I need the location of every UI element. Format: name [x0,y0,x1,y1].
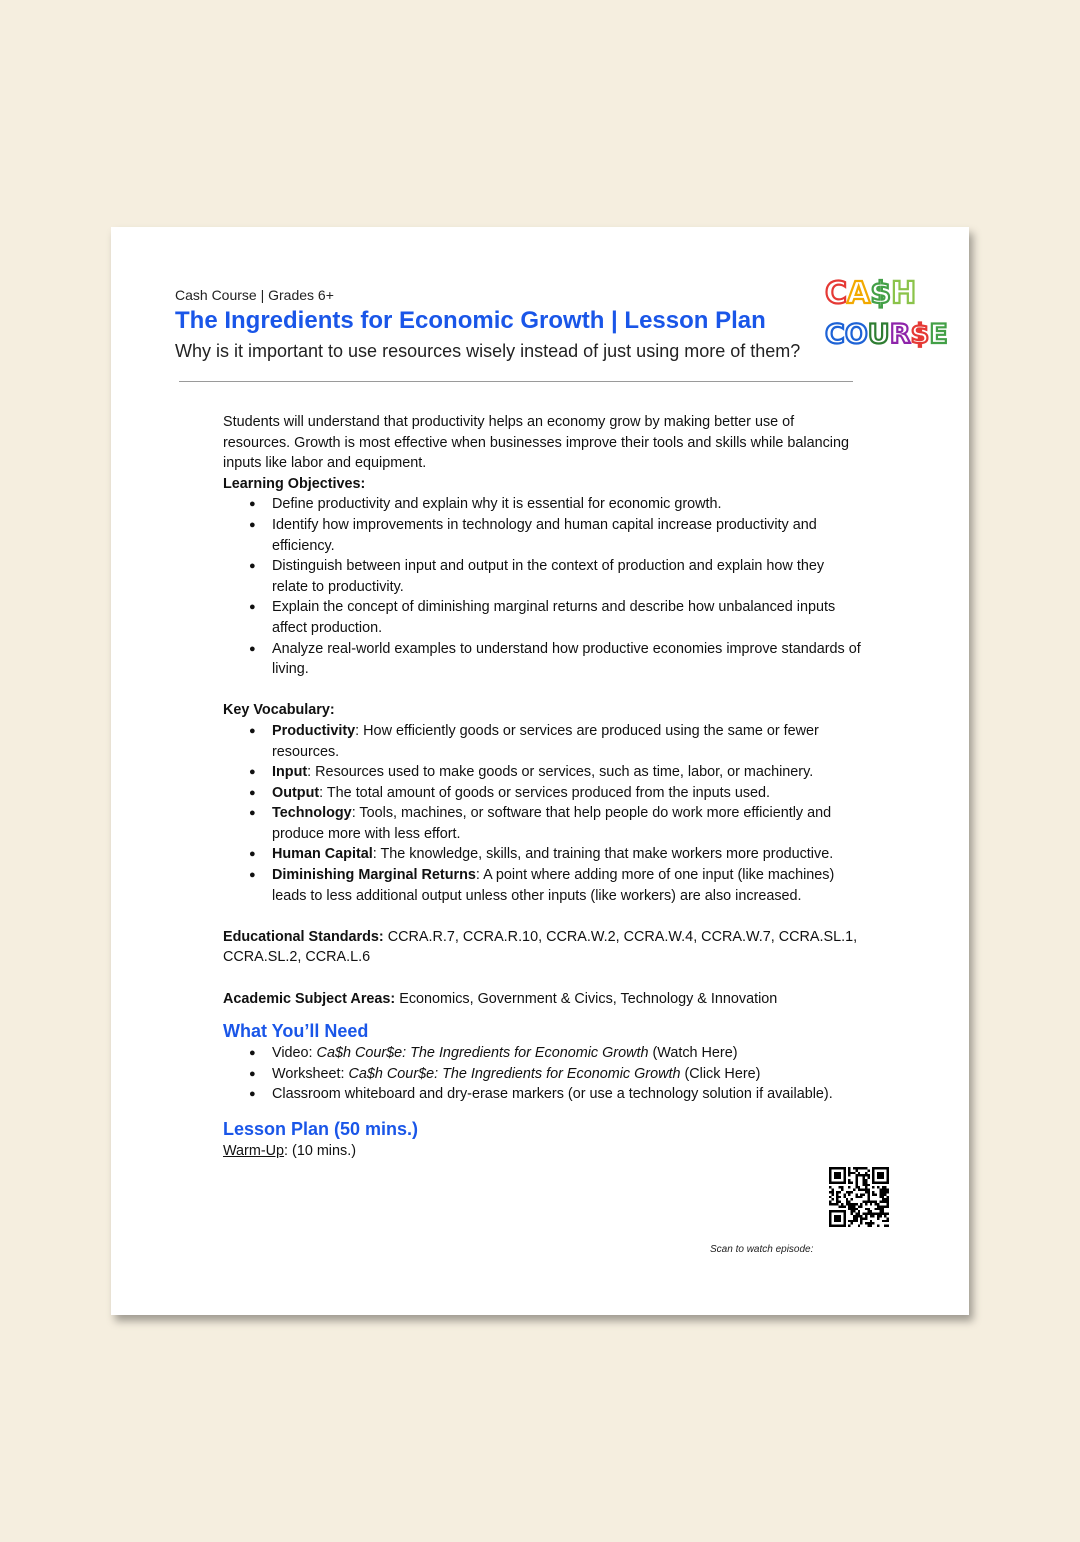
list-item: ● Define productivity and explain why it is essential for economic growth. [272,494,863,515]
academic-subject-areas [223,989,863,1010]
vocab-term: Output [272,784,320,801]
vocab-item [272,783,863,804]
vocab-definition: : Resources used to make goods or services, such as time, labor, or machinery. [307,764,814,781]
vocab-definition: : The total amount of goods or services produced from the inputs used. [319,784,771,801]
vocab-definition: : How efficiently goods or services are produced using the same or fewer resources. [272,722,819,760]
essential-question: Why is it important to use resources wisely instead of just using more of them? [175,341,801,361]
logo-letter: $ [910,319,930,350]
click-here-link[interactable]: (Click Here) [680,1065,761,1082]
key-vocabulary-heading: Key Vocabulary: [223,702,335,719]
learning-objectives-heading: Learning Objectives: [223,475,366,492]
worksheet-prefix: Worksheet: [272,1065,349,1082]
spacer [223,906,863,927]
list-item [272,1064,863,1085]
vocab-term: Productivity [272,722,356,739]
vocab-definition: : Tools, machines, or software that help people do work more efficiently and produce more with less effort. [272,805,832,842]
standards-value: CCRA.R.7, CCRA.R.10, CCRA.W.2, CCRA.W.4, CCRA.W.7, CCRA.SL.1, CCRA.SL.2, CCRA.L.6 [223,928,858,966]
logo-letter: A [847,276,871,311]
vocab-term: Technology [272,805,352,822]
logo-letter: C [825,319,845,350]
lesson-content [223,412,863,1162]
document-page [111,227,969,1315]
list-item [272,1043,863,1064]
course-grade-label: Cash Course | Grades 6+ [175,287,334,303]
key-vocabulary-list [223,721,863,906]
logo-line-1 [825,276,916,311]
cash-course-logo [823,267,948,350]
video-title: Ca$h Cour$e: The Ingredients for Economic Growth [316,1045,649,1062]
logo-letter: O [844,319,868,350]
materials-list [223,1043,863,1105]
vocab-term: Input [272,764,308,781]
learning-objectives-list [223,494,863,679]
logo-line-2 [825,319,948,350]
educational-standards [223,927,863,968]
vocab-term: Human Capital [272,846,373,863]
vocab-definition: : The knowledge, skills, and training that make workers more productive. [372,846,834,863]
warm-up-line [223,1141,863,1162]
vocab-term: Diminishing Marginal Returns [272,867,476,884]
qr-modules [829,1167,889,1227]
subjects-label: Academic Subject Areas: [223,990,396,1007]
vocab-item [272,803,863,844]
logo-letter: C [825,276,848,311]
what-youll-need-heading: What You’ll Need [223,1021,369,1042]
warm-up-time: : (10 mins.) [284,1143,356,1159]
warm-up-label: Warm-Up [223,1143,285,1159]
qr-code[interactable] [829,1167,889,1227]
list-item: ● Analyze real-world examples to understand how productive economies improve standards of living. [272,639,863,680]
standards-label: Educational Standards: [223,928,384,945]
logo-letter: U [867,319,890,350]
vocab-item [272,844,863,865]
watch-here-link[interactable]: (Watch Here) [648,1045,738,1062]
header-divider [179,381,853,382]
intro-paragraph: Students will understand that productivity helps an economy grow by making better use of resources. Growth is most effective when businesses improve their tools and skills while balancing inputs like labor and equipment. [223,414,850,472]
vocab-item [272,721,863,762]
page-title: The Ingredients for Economic Growth | Lesson Plan [175,307,766,334]
spacer [223,680,863,701]
spacer [223,968,863,989]
vocab-definition: : A point where adding more of one input (like machines) leads to less additional output unless other inputs (like workers) are also increased. [272,867,835,904]
logo-letter: $ [870,276,892,311]
logo-letter: E [929,319,948,350]
lesson-plan-heading: Lesson Plan (50 mins.) [223,1119,419,1139]
worksheet-title: Ca$h Cour$e: The Ingredients for Economic Growth [348,1065,681,1082]
qr-caption: Scan to watch episode: [710,1244,814,1255]
list-item: ● Identify how improvements in technology and human capital increase productivity and efficiency. [272,515,863,556]
subjects-value: Economics, Government & Civics, Technology & Innovation [395,990,778,1007]
list-item: ● Distinguish between input and output in the context of production and explain how they relate to productivity. [272,556,863,597]
logo-letter: H [891,276,917,311]
vocab-item [272,865,863,906]
vocab-item [272,762,863,783]
list-item: ● Explain the concept of diminishing marginal returns and describe how unbalanced inputs affect production. [272,597,863,638]
video-prefix: Video: [272,1045,317,1062]
logo-letter: R [889,319,911,350]
list-item: ● Classroom whiteboard and dry-erase markers (or use a technology solution if available). [272,1084,863,1105]
